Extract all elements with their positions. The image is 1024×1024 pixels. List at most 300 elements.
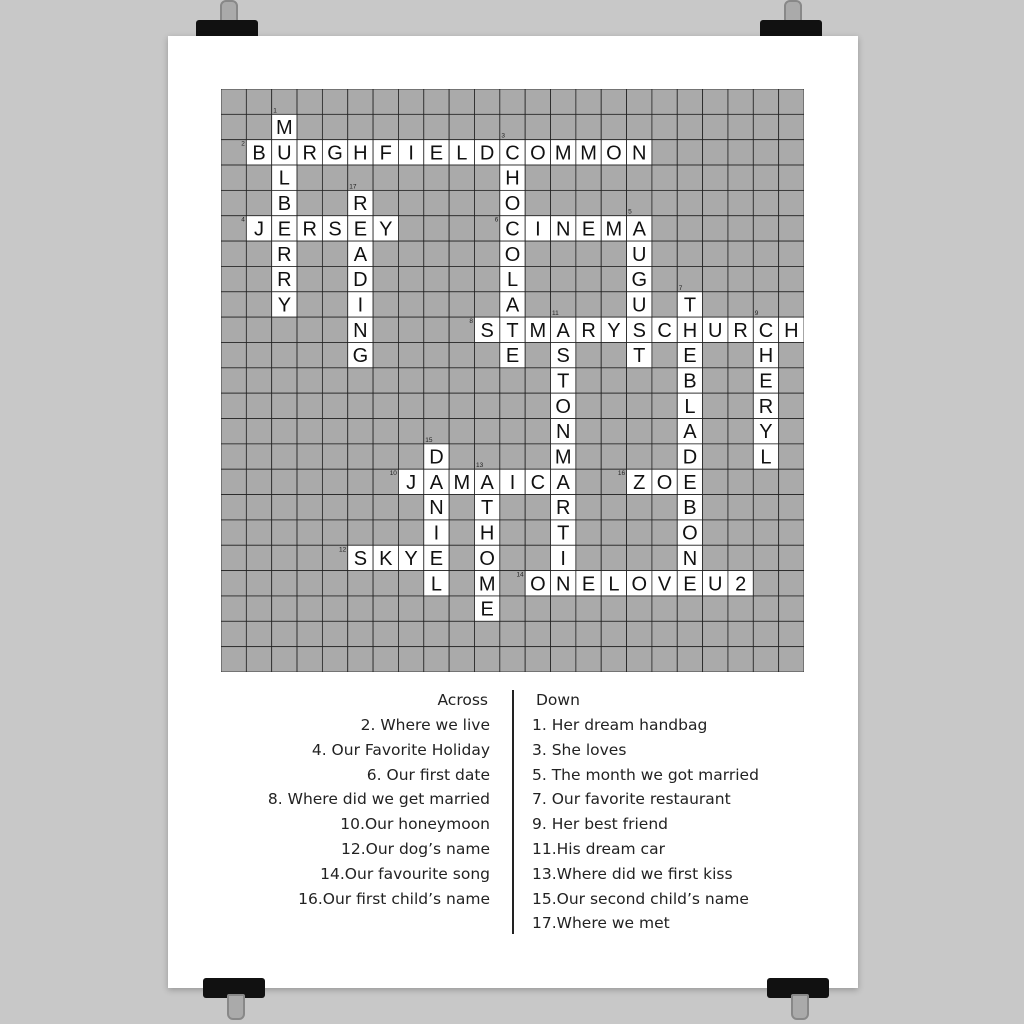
empty-cell [753,89,778,114]
empty-cell [652,520,677,545]
empty-cell [652,140,677,165]
empty-cell [753,469,778,494]
cell-letter: M [276,117,293,140]
empty-cell [703,596,728,621]
cell-letter: E [581,573,596,596]
cell-letter: D [353,269,368,292]
empty-cell [246,495,271,520]
across-clues [220,688,490,911]
empty-cell [703,165,728,190]
cell-letter: H [682,319,698,342]
empty-cell [221,444,246,469]
cell-letter: R [353,193,368,216]
empty-cell [297,393,322,418]
empty-cell [779,571,804,596]
empty-cell [703,520,728,545]
empty-cell [348,444,373,469]
empty-cell [652,216,677,241]
empty-cell [348,89,373,114]
empty-cell [221,419,246,444]
empty-cell [322,368,347,393]
empty-cell [221,317,246,342]
empty-cell [221,165,246,190]
empty-cell [728,469,753,494]
across-clue: 10.Our honeymoon [340,815,490,834]
empty-cell [474,190,499,215]
empty-cell [348,571,373,596]
empty-cell [424,241,449,266]
empty-cell [398,241,423,266]
cell-letter: T [633,345,646,368]
empty-cell [753,621,778,646]
empty-cell [398,317,423,342]
empty-cell [551,89,576,114]
empty-cell [246,419,271,444]
empty-cell [703,114,728,139]
clue-number: 14 [516,571,524,579]
empty-cell [576,520,601,545]
cell-letter: E [505,345,520,368]
empty-cell [474,292,499,317]
empty-cell [373,596,398,621]
empty-cell [449,621,474,646]
empty-cell [449,647,474,672]
empty-cell [728,216,753,241]
empty-cell [703,292,728,317]
empty-cell [373,368,398,393]
empty-cell [449,241,474,266]
empty-cell [398,444,423,469]
cell-letter: Y [607,319,621,342]
empty-cell [627,647,652,672]
empty-cell [703,621,728,646]
cell-letter: E [683,345,697,368]
empty-cell [221,520,246,545]
cell-letter: E [759,370,773,393]
empty-cell [297,266,322,291]
empty-cell [398,368,423,393]
empty-cell [398,571,423,596]
empty-cell [297,419,322,444]
empty-cell [500,545,525,570]
empty-cell [677,621,702,646]
empty-cell [297,190,322,215]
cell-letter: L [278,167,290,190]
empty-cell [551,190,576,215]
empty-cell [753,241,778,266]
empty-cell [322,495,347,520]
empty-cell [525,545,550,570]
empty-cell [779,165,804,190]
empty-cell [525,190,550,215]
empty-cell [576,444,601,469]
empty-cell [576,266,601,291]
empty-cell [753,190,778,215]
clue-number: 12 [339,546,347,554]
cell-letter: C [530,471,546,494]
cell-letter: L [684,395,696,418]
empty-cell [576,190,601,215]
empty-cell [677,190,702,215]
clue-number: 16 [617,470,626,478]
empty-cell [728,444,753,469]
cell-letter: I [535,218,541,241]
empty-cell [576,114,601,139]
empty-cell [601,114,626,139]
empty-cell [322,342,347,367]
across-title: Across [437,691,488,709]
empty-cell [221,469,246,494]
empty-cell [474,241,499,266]
empty-cell [525,419,550,444]
cell-letter: Z [633,471,646,494]
empty-cell [322,89,347,114]
empty-cell [753,216,778,241]
empty-cell [728,89,753,114]
empty-cell [297,545,322,570]
empty-cell [246,342,271,367]
cell-letter: L [430,573,443,596]
empty-cell [728,241,753,266]
empty-cell [272,368,297,393]
cell-letter: H [505,167,520,190]
clue-number: 5 [628,208,632,216]
empty-cell [753,114,778,139]
cell-letter: U [632,243,647,266]
empty-cell [500,596,525,621]
empty-cell [297,114,322,139]
empty-cell [627,368,652,393]
empty-cell [627,165,652,190]
across-clue: 2. Where we live [360,716,490,734]
empty-cell [373,342,398,367]
empty-cell [322,165,347,190]
empty-cell [753,596,778,621]
empty-cell [348,647,373,672]
empty-cell [398,520,423,545]
empty-cell [297,621,322,646]
empty-cell [297,368,322,393]
empty-cell [272,495,297,520]
empty-cell [449,165,474,190]
clue-number: 9 [754,310,759,318]
empty-cell [576,545,601,570]
empty-cell [779,419,804,444]
empty-cell [322,317,347,342]
empty-cell [551,596,576,621]
empty-cell [272,393,297,418]
empty-cell [272,520,297,545]
empty-cell [272,469,297,494]
empty-cell [424,89,449,114]
empty-cell [601,241,626,266]
empty-cell [728,114,753,139]
cell-letter: N [682,547,698,570]
cell-letter: G [352,345,369,368]
cell-letter: M [529,319,547,342]
empty-cell [398,342,423,367]
clue-number: 10 [389,470,397,478]
empty-cell [728,596,753,621]
empty-cell [322,571,347,596]
empty-cell [474,368,499,393]
empty-cell [627,596,652,621]
empty-cell [221,596,246,621]
empty-cell [373,317,398,342]
empty-cell [652,368,677,393]
cell-letter: O [555,395,571,418]
empty-cell [779,292,804,317]
empty-cell [551,165,576,190]
cell-letter: N [632,142,647,165]
cell-letter: R [555,497,571,520]
cell-letter: Y [759,421,773,444]
empty-cell [652,393,677,418]
cell-letter: R [758,395,774,418]
cell-letter: T [506,319,519,342]
empty-cell [601,596,626,621]
empty-cell [576,342,601,367]
empty-cell [449,571,474,596]
empty-cell [525,495,550,520]
binder-clip-top-left [196,0,258,24]
empty-cell [576,419,601,444]
empty-cell [500,419,525,444]
empty-cell [398,621,423,646]
empty-cell [753,140,778,165]
empty-cell [551,266,576,291]
empty-cell [246,545,271,570]
empty-cell [551,114,576,139]
empty-cell [474,342,499,367]
empty-cell [297,571,322,596]
cell-letter: O [631,573,648,596]
empty-cell [551,621,576,646]
cell-letter: U [708,319,723,342]
empty-cell [297,292,322,317]
empty-cell [703,140,728,165]
empty-cell [348,368,373,393]
cell-letter: E [683,573,697,596]
cell-letter: N [555,421,571,444]
empty-cell [728,292,753,317]
cell-letter: 2 [735,573,747,596]
empty-cell [272,571,297,596]
cell-letter: C [657,319,672,342]
across-clue: 16.Our first child’s name [298,889,490,908]
empty-cell [779,545,804,570]
empty-cell [601,545,626,570]
empty-cell [525,621,550,646]
empty-cell [246,266,271,291]
empty-cell [322,444,347,469]
clue-number: 7 [678,284,683,292]
empty-cell [424,114,449,139]
cell-letter: C [505,218,520,241]
cell-letter: R [581,319,596,342]
empty-cell [449,393,474,418]
empty-cell [576,647,601,672]
empty-cell [627,621,652,646]
empty-cell [576,292,601,317]
empty-cell [398,165,423,190]
cell-letter: A [480,471,494,494]
empty-cell [449,114,474,139]
empty-cell [221,545,246,570]
empty-cell [272,317,297,342]
empty-cell [246,89,271,114]
clue-number: 3 [501,132,505,140]
empty-cell [373,266,398,291]
empty-cell [601,89,626,114]
empty-cell [246,444,271,469]
empty-cell [652,114,677,139]
empty-cell [322,266,347,291]
empty-cell [398,596,423,621]
empty-cell [474,393,499,418]
empty-cell [779,368,804,393]
across-clue: 6. Our first date [366,765,490,784]
empty-cell [525,444,550,469]
empty-cell [297,596,322,621]
empty-cell [246,317,271,342]
cell-letter: N [555,218,571,241]
empty-cell [500,495,525,520]
cell-letter: T [557,522,570,545]
empty-cell [221,342,246,367]
cell-letter: M [554,446,572,469]
cell-letter: A [556,319,570,342]
crossword-grid [221,89,804,672]
empty-cell [779,342,804,367]
down-clue: 13.Where did we first kiss [532,864,733,883]
cell-letter: O [530,142,546,165]
cell-letter: N [353,319,368,342]
cell-letter: J [406,471,417,494]
empty-cell [779,393,804,418]
empty-cell [297,89,322,114]
empty-cell [601,621,626,646]
empty-cell [246,596,271,621]
cell-letter: B [683,497,697,520]
binder-clip-bottom-right [767,978,829,1002]
empty-cell [373,419,398,444]
empty-cell [703,495,728,520]
cell-letter: N [555,573,571,596]
cell-letter: M [478,573,496,596]
empty-cell [652,647,677,672]
empty-cell [779,647,804,672]
empty-cell [576,165,601,190]
cell-letter: D [682,446,698,469]
empty-cell [779,241,804,266]
empty-cell [221,89,246,114]
empty-cell [703,241,728,266]
cell-letter: F [379,142,392,165]
empty-cell [297,495,322,520]
cell-letter: T [557,370,570,393]
empty-cell [728,368,753,393]
empty-cell [627,495,652,520]
empty-cell [373,190,398,215]
empty-cell [297,317,322,342]
empty-cell [373,89,398,114]
empty-cell [779,140,804,165]
empty-cell [779,216,804,241]
cell-letter: T [683,294,697,317]
cell-letter: B [277,193,292,216]
empty-cell [677,114,702,139]
across-clue: 14.Our favourite song [320,864,490,883]
cell-letter: G [631,269,648,292]
cell-letter: S [328,218,342,241]
empty-cell [424,292,449,317]
empty-cell [373,495,398,520]
cell-letter: R [302,142,317,165]
clue-number: 17 [349,183,357,191]
empty-cell [627,89,652,114]
empty-cell [525,342,550,367]
empty-cell [373,165,398,190]
empty-cell [652,190,677,215]
cell-letter: H [479,522,495,545]
empty-cell [728,393,753,418]
empty-cell [398,292,423,317]
empty-cell [601,495,626,520]
binder-clip-bottom-left [203,978,265,1002]
empty-cell [627,520,652,545]
empty-cell [424,266,449,291]
empty-cell [753,266,778,291]
empty-cell [525,266,550,291]
empty-cell [348,520,373,545]
empty-cell [779,469,804,494]
empty-cell [551,647,576,672]
empty-cell [728,165,753,190]
empty-cell [703,190,728,215]
empty-cell [424,647,449,672]
empty-cell [322,621,347,646]
empty-cell [398,216,423,241]
empty-cell [601,419,626,444]
cell-letter: S [353,547,368,570]
empty-cell [246,647,271,672]
empty-cell [322,190,347,215]
empty-cell [246,292,271,317]
cell-letter: L [608,573,620,596]
cell-letter: H [784,319,799,342]
empty-cell [272,342,297,367]
empty-cell [703,216,728,241]
cell-letter: E [429,142,444,165]
empty-cell [601,520,626,545]
empty-cell [677,647,702,672]
empty-cell [779,596,804,621]
empty-cell [500,520,525,545]
empty-cell [677,89,702,114]
empty-cell [652,495,677,520]
clue-number: 11 [552,310,559,318]
cell-letter: H [758,345,774,368]
empty-cell [601,393,626,418]
cell-letter: O [682,522,698,545]
empty-cell [449,444,474,469]
empty-cell [525,165,550,190]
cell-letter: C [758,319,774,342]
empty-cell [779,621,804,646]
empty-cell [297,241,322,266]
cell-letter: Y [404,547,418,570]
